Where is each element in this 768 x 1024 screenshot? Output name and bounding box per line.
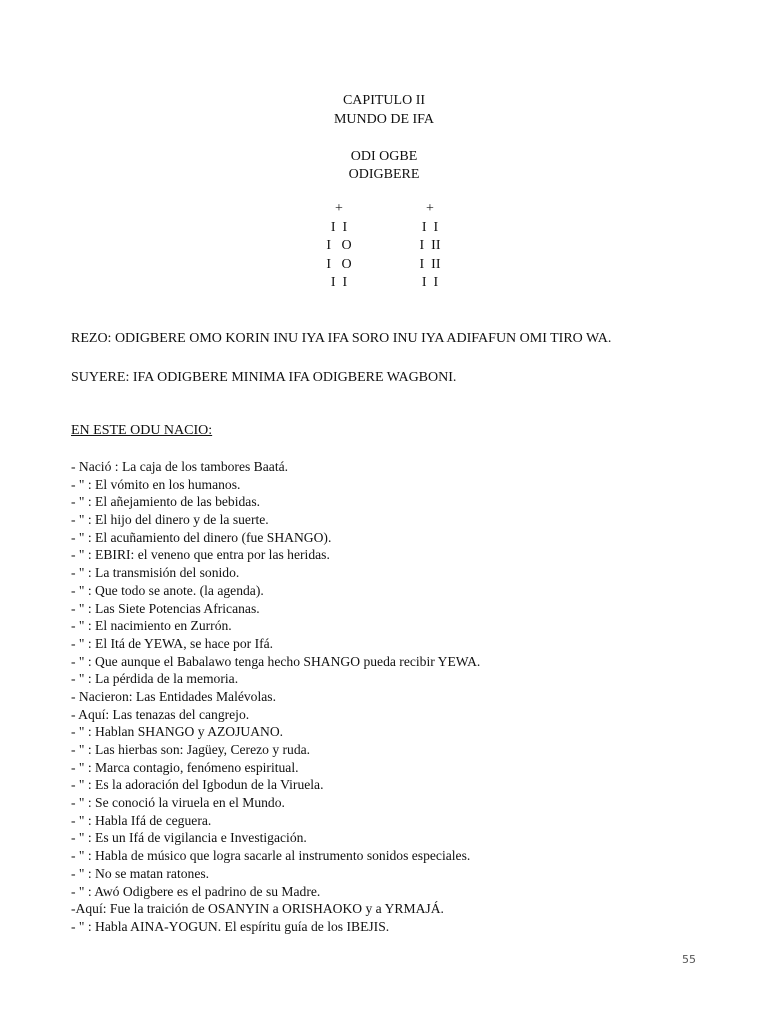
list-item: - " : Habla de músico que logra sacarle al instrumento sonidos especiales. bbox=[71, 848, 471, 864]
list-item: - Aquí: Las tenazas del cangrejo. bbox=[71, 706, 250, 722]
list-item: - " : El vómito en los humanos. bbox=[71, 476, 241, 492]
odu-name: ODI OGBE bbox=[350, 149, 418, 164]
odu-alt-name: ODIGBERE bbox=[348, 167, 420, 182]
section-heading: EN ESTE ODU NACIO: bbox=[71, 423, 213, 438]
list-item: - " : El acuñamiento del dinero (fue SHANGO). bbox=[71, 529, 332, 545]
list-item: - " : Es la adoración del Igbodun de la Viruela. bbox=[71, 777, 324, 793]
list-item: - " : El añejamiento de las bebidas. bbox=[71, 494, 261, 510]
sign-mark: I I bbox=[330, 219, 348, 235]
list-item: - " : Que aunque el Babalawo tenga hecho SHANGO pueda recibir YEWA. bbox=[71, 653, 481, 669]
sign-mark: I O bbox=[326, 238, 352, 253]
list-item: - " : Se conoció la viruela en el Mundo. bbox=[71, 795, 285, 811]
birth-list bbox=[71, 458, 480, 936]
odu-sign-left bbox=[319, 200, 359, 293]
sign-mark: + bbox=[426, 201, 434, 216]
odu-sign-right bbox=[410, 200, 450, 293]
list-item: - " : Habla Ifá de ceguera. bbox=[71, 812, 212, 828]
suyere-paragraph: SUYERE: IFA ODIGBERE MINIMA IFA ODIGBERE WAGBONI. bbox=[71, 370, 457, 385]
sign-mark: I II bbox=[419, 256, 441, 272]
sign-mark: I I bbox=[421, 219, 439, 235]
list-item: - " : Es un Ifá de vigilancia e Investigación. bbox=[71, 830, 307, 846]
chapter-number: CAPITULO II bbox=[342, 93, 426, 108]
list-item: - " : La transmisión del sonido. bbox=[71, 565, 240, 581]
page-number: 55 bbox=[682, 953, 696, 966]
list-item: - " : Las hierbas son: Jagüey, Cerezo y ruda. bbox=[71, 742, 311, 757]
list-item: - " : Marca contagio, fenómeno espiritual. bbox=[71, 759, 299, 775]
sign-mark: I II bbox=[419, 238, 441, 253]
list-item: - " : El hijo del dinero y de la suerte. bbox=[71, 512, 269, 528]
list-item: - " : El Itá de YEWA, se hace por Ifá. bbox=[71, 635, 274, 651]
list-item: - " : Habla AINA-YOGUN. El espíritu guía de los IBEJIS. bbox=[71, 918, 390, 934]
list-item: -Aquí: Fue la traición de OSANYIN a ORISHAOKO y a YRMAJÁ. bbox=[71, 901, 444, 917]
chapter-title: MUNDO DE IFA bbox=[333, 112, 435, 127]
list-item: - Nacieron: Las Entidades Malévolas. bbox=[71, 688, 276, 704]
rezo-paragraph: REZO: ODIGBERE OMO KORIN INU IYA IFA SORO INU IYA ADIFAFUN OMI TIRO WA. bbox=[71, 331, 612, 346]
list-item: - " : El nacimiento en Zurrón. bbox=[71, 618, 232, 634]
sign-mark: I I bbox=[421, 275, 439, 290]
sign-mark: + bbox=[335, 201, 343, 216]
list-item: - " : EBIRI: el veneno que entra por las heridas. bbox=[71, 547, 330, 563]
list-item: - " : Que todo se anote. (la agenda). bbox=[71, 582, 264, 598]
list-item: - " : Hablan SHANGO y AZOJUANO. bbox=[71, 724, 284, 740]
list-item: - " : Las Siete Potencias Africanas. bbox=[71, 600, 260, 616]
list-item: - " : No se matan ratones. bbox=[71, 865, 210, 881]
list-item: - " : La pérdida de la memoria. bbox=[71, 671, 239, 687]
sign-mark: I O bbox=[326, 256, 352, 272]
list-item: - " : Awó Odigbere es el padrino de su Madre. bbox=[71, 883, 321, 899]
sign-mark: I I bbox=[330, 275, 348, 290]
list-item: - Nació : La caja de los tambores Baatá. bbox=[71, 459, 289, 474]
